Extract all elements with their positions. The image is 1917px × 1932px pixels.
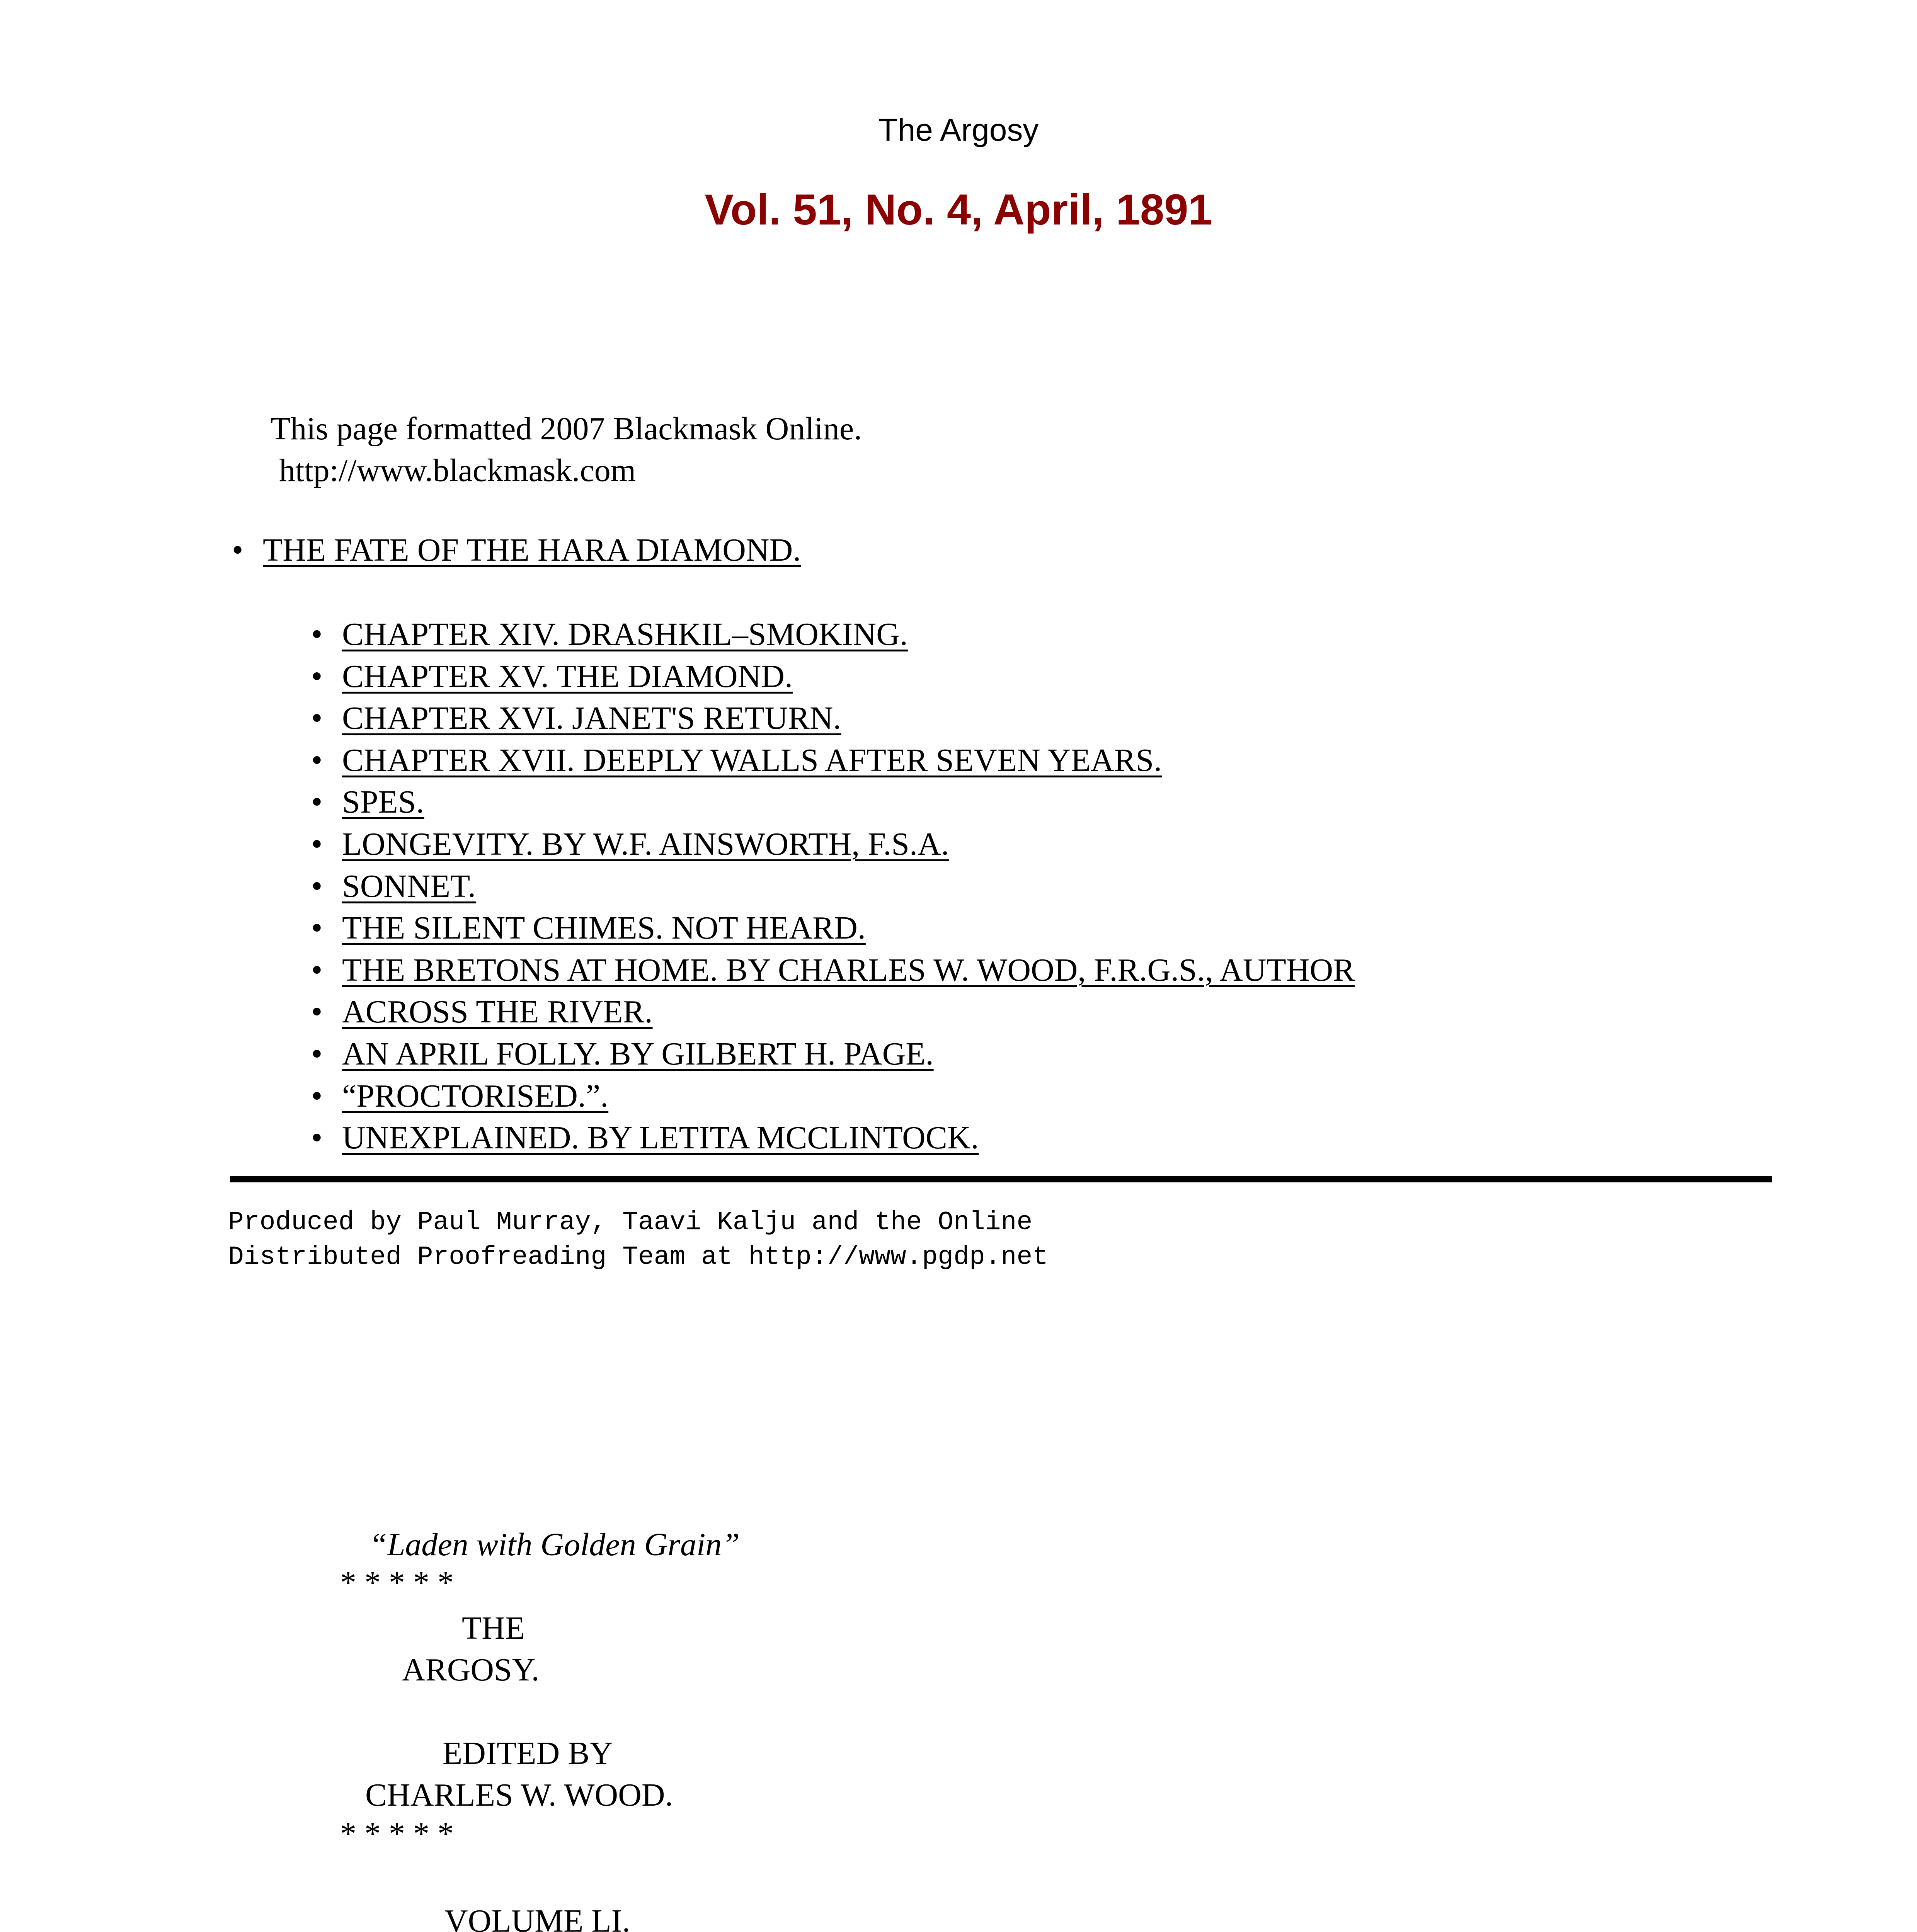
- bullet-icon: •: [232, 532, 243, 568]
- bullet-icon: •: [311, 994, 323, 1030]
- editor-name: CHARLES W. WOOD.: [365, 1777, 673, 1813]
- toc-item[interactable]: [311, 828, 1355, 870]
- toc-item[interactable]: [311, 786, 1355, 828]
- horizontal-divider: [230, 1176, 1772, 1182]
- toc-link[interactable]: THE SILENT CHIMES. NOT HEARD.: [342, 910, 866, 946]
- toc-item[interactable]: [311, 1038, 1355, 1080]
- toc-link-hara-diamond[interactable]: THE FATE OF THE HARA DIAMOND.: [263, 532, 801, 568]
- toc-link[interactable]: UNEXPLAINED. BY LETITA MCCLINTOCK.: [342, 1120, 979, 1156]
- toc-link[interactable]: “PROCTORISED.”.: [342, 1078, 609, 1114]
- stars-divider: * * * * *: [340, 1816, 454, 1852]
- site-title: The Argosy: [878, 112, 1039, 148]
- bullet-icon: •: [311, 700, 323, 736]
- toc-link[interactable]: THE BRETONS AT HOME. BY CHARLES W. WOOD, F.R.G.S., AUTHOR: [342, 952, 1355, 988]
- toc-item[interactable]: [311, 912, 1355, 954]
- toc-link[interactable]: AN APRIL FOLLY. BY GILBERT H. PAGE.: [342, 1036, 934, 1072]
- toc-item[interactable]: [311, 702, 1355, 744]
- toc-item[interactable]: [311, 618, 1355, 660]
- bullet-icon: •: [311, 826, 323, 862]
- bullet-icon: •: [311, 868, 323, 904]
- toc-top-item[interactable]: [232, 534, 801, 566]
- bullet-icon: •: [311, 1036, 323, 1072]
- toc-item[interactable]: [311, 744, 1355, 786]
- toc-item[interactable]: [311, 870, 1355, 912]
- toc-link[interactable]: CHAPTER XVI. JANET'S RETURN.: [342, 700, 841, 736]
- bullet-icon: •: [311, 1120, 323, 1156]
- toc-link[interactable]: CHAPTER XVII. DEEPLY WALLS AFTER SEVEN YEARS.: [342, 742, 1162, 778]
- bullet-icon: •: [311, 1078, 323, 1114]
- credits-line-2: Distributed Proofreading Team at http://www.pgdp.net: [228, 1242, 1048, 1272]
- credits-line-1: Produced by Paul Murray, Taavi Kalju and the Online: [228, 1208, 1033, 1237]
- bullet-icon: •: [311, 616, 323, 652]
- blackmask-url: http://www.blackmask.com: [279, 452, 636, 488]
- title-the: THE: [462, 1610, 525, 1646]
- toc-link[interactable]: SONNET.: [342, 868, 476, 904]
- volume-title: Vol. 51, No. 4, April, 1891: [705, 185, 1212, 234]
- bullet-icon: •: [311, 952, 323, 988]
- toc-link[interactable]: ACROSS THE RIVER.: [342, 994, 653, 1030]
- bullet-icon: •: [311, 742, 323, 778]
- toc-link[interactable]: LONGEVITY. BY W.F. AINSWORTH, F.S.A.: [342, 826, 949, 862]
- stars-divider: * * * * *: [340, 1565, 454, 1600]
- title-argosy: ARGOSY.: [402, 1652, 540, 1688]
- bullet-icon: •: [311, 784, 323, 820]
- edited-by: EDITED BY: [443, 1735, 613, 1771]
- toc-item[interactable]: [311, 954, 1355, 996]
- toc-item[interactable]: [311, 660, 1355, 702]
- volume-label: VOLUME LI.: [444, 1903, 630, 1932]
- toc-item[interactable]: [311, 996, 1355, 1038]
- bullet-icon: •: [311, 658, 323, 694]
- title-caption: “Laden with Golden Grain”: [369, 1527, 740, 1563]
- bullet-icon: •: [311, 910, 323, 946]
- toc-item[interactable]: [311, 1080, 1355, 1122]
- toc-item[interactable]: [311, 1122, 1355, 1164]
- toc-link[interactable]: SPES.: [342, 784, 424, 820]
- formatting-note: This page formatted 2007 Blackmask Online.: [271, 411, 862, 447]
- toc-link[interactable]: CHAPTER XV. THE DIAMOND.: [342, 658, 793, 694]
- toc-link[interactable]: CHAPTER XIV. DRASHKIL–SMOKING.: [342, 616, 908, 652]
- toc-list: [311, 618, 1355, 1164]
